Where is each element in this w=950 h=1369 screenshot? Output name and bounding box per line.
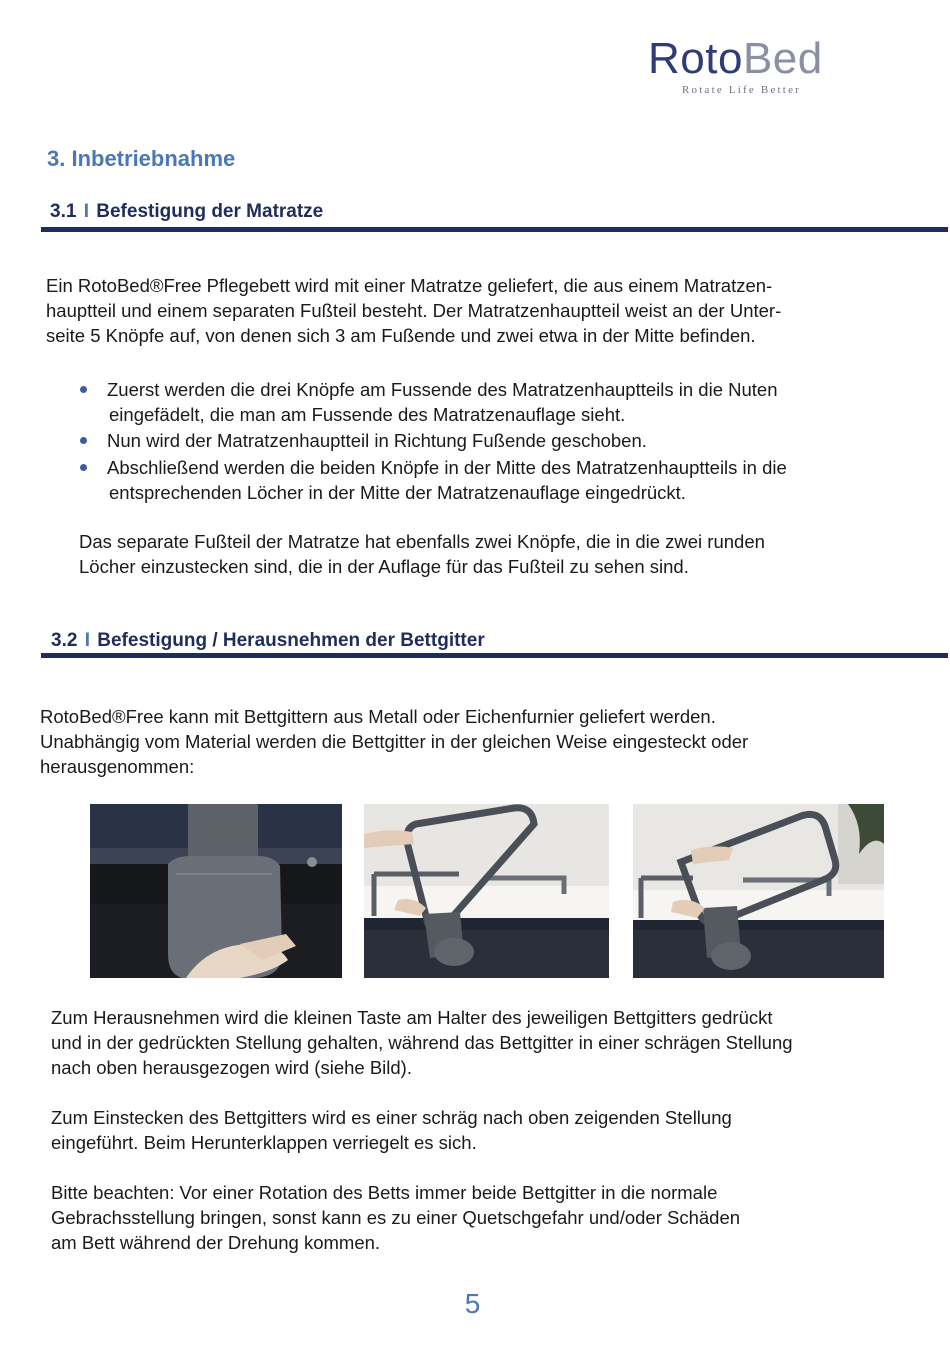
photo-rail-lifting — [364, 804, 609, 978]
text-line: Ein RotoBed®Free Pflegebett wird mit einer Matratze geliefert, die aus einem Matratzen- — [46, 275, 773, 296]
text-line: Zum Einstecken des Bettgitters wird es einer schräg nach oben zeigenden Stellung — [51, 1107, 732, 1128]
list-item — [78, 377, 787, 427]
section-heading-3-1 — [50, 201, 323, 223]
text-line: Nun wird der Matratzenhauptteil in Richtung Fußende geschoben. — [107, 430, 647, 451]
text-line: hauptteil und einem separaten Fußteil besteht. Der Matratzenhauptteil weist an der Unter- — [46, 300, 782, 321]
text-line: Zuerst werden die drei Knöpfe am Fussende des Matratzenhauptteils in die Nuten — [107, 379, 778, 400]
logo-wordmark — [648, 36, 848, 82]
paragraph-insert-rail — [51, 1105, 732, 1155]
section-title: Befestigung der Matratze — [96, 201, 324, 222]
text-line: seite 5 Knöpfe auf, von denen sich 3 am Fußende und zwei etwa in der Mitte befinden. — [46, 325, 756, 346]
paragraph-remove-rail — [51, 1005, 793, 1080]
bullet-dot — [80, 386, 87, 393]
text-line: RotoBed®Free kann mit Bettgittern aus Metall oder Eichenfurnier geliefert werden. — [40, 706, 716, 727]
text-line: Bitte beachten: Vor einer Rotation des Betts immer beide Bettgitter in die normale — [51, 1182, 718, 1203]
text-line: eingeführt. Beim Herunterklappen verriegelt es sich. — [51, 1132, 477, 1153]
logo-bed: Bed — [742, 34, 823, 83]
list-item — [78, 455, 787, 505]
text-line: herausgenommen: — [40, 756, 195, 777]
paragraph-safety-note — [51, 1180, 740, 1255]
text-line: eingefädelt, die man am Fussende des Matratzenauflage sieht. — [109, 404, 626, 425]
section-separator: I — [83, 201, 89, 222]
logo-tagline: Rotate Life Better — [682, 84, 802, 96]
paragraph-footpart — [79, 529, 765, 579]
section-heading-3-2 — [51, 630, 485, 652]
section-number: 3.2 — [51, 630, 78, 651]
text-line: am Bett während der Drehung kommen. — [51, 1232, 381, 1253]
paragraph-mattress-intro — [46, 273, 781, 348]
section-number: 3.1 — [50, 201, 77, 222]
photo-rail-inserting — [633, 804, 884, 978]
paragraph-rails-intro — [40, 704, 748, 779]
logo-roto: Roto — [648, 34, 743, 83]
list-item — [78, 428, 787, 453]
text-line: und in der gedrückten Stellung gehalten, während das Bettgitter in einer schrägen Stellung — [51, 1032, 793, 1053]
photo-rail-holder — [90, 804, 342, 978]
bullet-dot — [80, 464, 87, 471]
text-line: Gebrachsstellung bringen, sonst kann es zu einer Quetschgefahr und/oder Schäden — [51, 1207, 741, 1228]
text-line: Unabhängig vom Material werden die Bettgitter in der gleichen Weise eingesteckt oder — [40, 731, 749, 752]
section-title: Befestigung / Herausnehmen der Bettgitter — [97, 630, 485, 651]
section-rule — [41, 227, 948, 232]
text-line: entsprechenden Löcher in der Mitte der Matratzenauflage eingedrückt. — [109, 482, 686, 503]
section-rule — [41, 653, 948, 658]
section-separator: I — [84, 630, 90, 651]
page-number: 5 — [464, 1288, 481, 1319]
bullet-dot — [80, 437, 87, 444]
text-line: Löcher einzustecken sind, die in der Auflage für das Fußteil zu sehen sind. — [79, 556, 689, 577]
rotobed-logo — [648, 36, 848, 96]
bullet-list — [78, 377, 787, 505]
text-line: Abschließend werden die beiden Knöpfe in der Mitte des Matratzenhauptteils in die — [107, 457, 787, 478]
text-line: Das separate Fußteil der Matratze hat ebenfalls zwei Knöpfe, die in die zwei runden — [79, 531, 765, 552]
text-line: Zum Herausnehmen wird die kleinen Taste am Halter des jeweiligen Bettgitters gedrückt — [51, 1007, 773, 1028]
chapter-title: 3. Inbetriebnahme — [47, 146, 236, 171]
text-line: nach oben herausgezogen wird (siehe Bild). — [51, 1057, 412, 1078]
